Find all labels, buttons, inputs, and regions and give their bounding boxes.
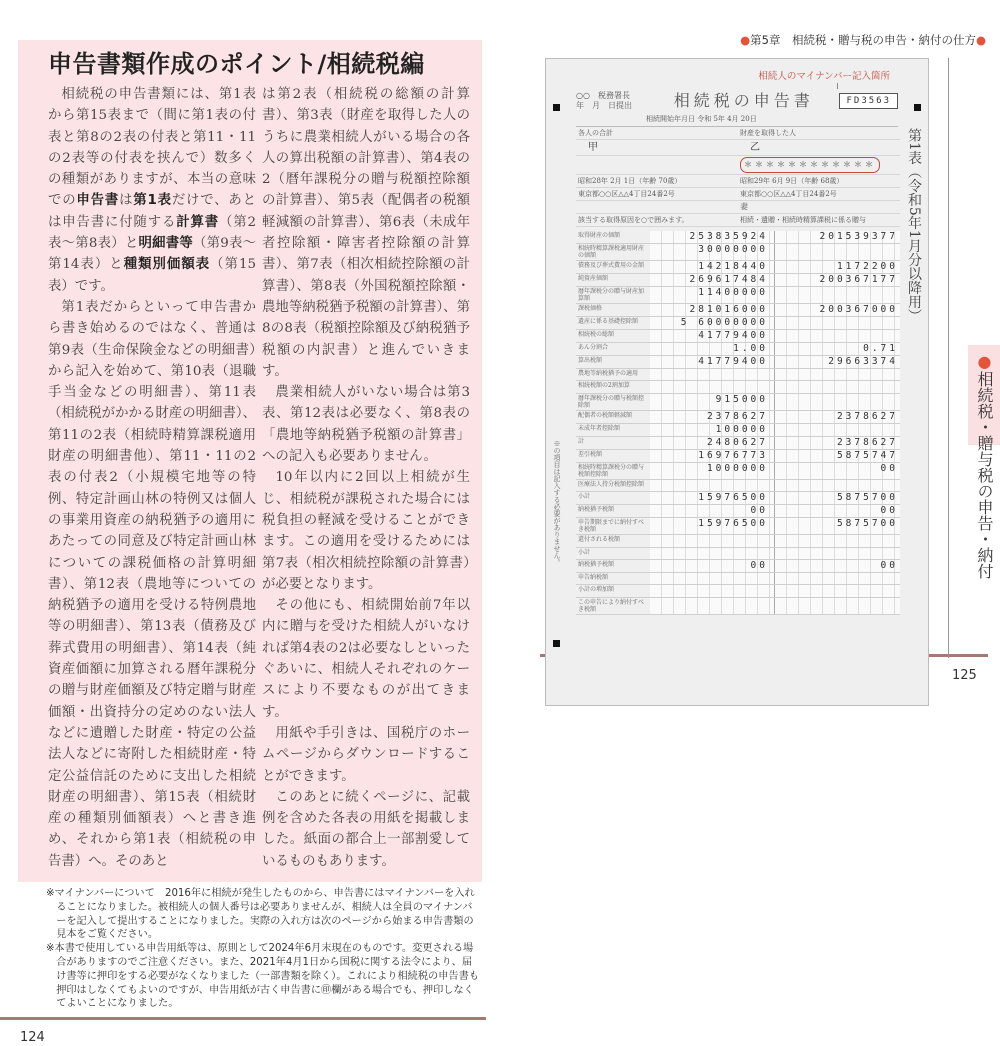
form-code: FD3563: [839, 93, 898, 109]
text: は: [119, 193, 134, 209]
form-row: [576, 424, 900, 437]
mynumber-annotation: 相続人のマイナンバー記入箇所: [758, 71, 890, 82]
bullet-icon: ●: [975, 33, 986, 47]
form-row: [576, 450, 900, 463]
row-value-total: [650, 548, 775, 559]
form-row: [576, 585, 900, 597]
form-side-note: ※の項目は記入する必要がありません。: [553, 440, 561, 566]
mynumber-field: ＊＊＊＊＊＊＊＊＊＊＊＊: [740, 157, 880, 173]
left-page: [0, 40, 486, 1046]
form-row: [576, 330, 900, 343]
row-value-total: 253835924: [650, 231, 775, 243]
row-label: 小計: [578, 548, 591, 556]
body-columns: [48, 84, 472, 872]
registration-mark: [914, 104, 921, 111]
keyword: 明細書等: [138, 236, 193, 252]
form-row: [576, 231, 900, 244]
start-date: 相続開始年月日 令和 5年 4月 20日: [646, 115, 757, 123]
bullet-icon: ●: [975, 352, 994, 371]
heir-col-label: 財産を取得した人: [738, 127, 900, 140]
form-row: [576, 244, 900, 261]
row-value-heir: 201539377: [775, 231, 900, 243]
relation-empty-cell: [576, 201, 738, 214]
form-row: [576, 261, 900, 274]
form-title: 相続税の申告書: [673, 91, 814, 110]
form-row: [576, 369, 900, 381]
form-row: [576, 598, 900, 615]
form-row: [576, 560, 900, 573]
row-value-total: 100000: [650, 424, 775, 436]
heir-birth: 昭和29年 6月 9日（年齢 68歳）: [738, 175, 900, 188]
mynumber-cell: [738, 156, 900, 175]
row-label: 暦年課税分の贈与財産加算額: [578, 288, 645, 302]
tax-form-image: [545, 58, 929, 706]
form-row: [576, 287, 900, 304]
paragraph: 第1表だからといって申告書から書き始めるのではなく、普通は第9表（生命保険金などの明細書）から記入を始めて、第10表（退職手当金などの明細書）、第11表（相続税がかかる財産の明細書）、第11の2表（相続時精算課税適用財産の明細書他）、第11・11の2表の付表2（小規模宅地等の特例、特定計画山林の特例又は個人の事業用資産の納税猶予の適用にあたっての同意及び特定計画山林についての課税価格の計算明細書）、第12表（農地等についての納税猶予の適用を受ける特例農地等の明細書）、第13表（債務及び葬式費用の明細書）、第14表（純資産価額に加算される暦年課税分の贈与財産価額及び特定贈与財産価額・出資持分の定めのない法人などに遺贈した財産・特定の公益法人などに寄附した相続財産・特定公益信託のために支出した相続財産の明細書）、第15表（相続財産の種類別価額表）へと書き進め、それから第1表（相続税の申告書）へ。そのあと: [48, 299, 256, 869]
row-label: 取得財産の価額: [578, 232, 621, 239]
registration-mark: [553, 104, 560, 111]
page-number-left: 124: [20, 1030, 45, 1046]
form-row: [576, 518, 900, 535]
footer-rule: [0, 1017, 486, 1020]
form-row: [576, 394, 900, 411]
highlight-panel: [18, 40, 482, 882]
row-value-heir: 5875700: [775, 518, 900, 534]
row-value-heir: [775, 369, 900, 380]
row-label: 算出税額: [578, 357, 603, 364]
row-value-heir: [775, 598, 900, 614]
paragraph: その他にも、相続開始前7年以内に贈与を受けた相続人がいなければ第4表の2は必要なしといったぐあいに、相続人それぞれのケースにより不要なものが出てきます。: [262, 598, 470, 720]
decedent-birth: 昭和28年 2月 1日（年齢 70歳）: [576, 175, 738, 188]
form-office: ○○ 税務署長 年 月 日提出: [576, 91, 646, 110]
row-label: 相続時精算課税分の贈与税額控除額: [578, 463, 645, 478]
row-value-heir: 1172200: [775, 261, 900, 273]
row-label: 暦年課税分の贈与税額控除額: [578, 394, 645, 409]
form-row: [576, 548, 900, 560]
form-row: [576, 274, 900, 287]
row-value-total: [650, 369, 775, 380]
row-label: 配偶者の税額軽減額: [578, 411, 633, 419]
row-value-heir: [775, 244, 900, 260]
footnote: ※本書で使用している申告用紙等は、原則として2024年6月末現在のものです。変更される場合がありますのでご注意ください。また、2021年4月1日から国税に関する法令により、届け書等に押印をする必要がなくなりました（一部書類を除く）。これにより相続税の申告書も押印はしなくてもよいのですが、申告用紙が古く申告書に㊞欄がある場合でも、押印しなくてよいことになりました。: [46, 943, 479, 1010]
footnotes: [46, 887, 482, 1011]
paragraph: 農業相続人がいない場合は第3表、第12表は必要なく、第8表の「農地等納税猶予税額の計算書」への記入も必要ありません。: [262, 385, 470, 465]
row-value-total: [650, 573, 775, 584]
row-value-heir: [775, 330, 900, 342]
row-value-heir: 00: [775, 560, 900, 572]
keyword: 申告書: [76, 193, 120, 209]
annotation-leader: [837, 83, 838, 89]
row-label: 申告期限までに納付すべき税額: [578, 519, 644, 534]
row-value-total: 15976500: [650, 492, 775, 504]
row-label: 納税猶予税額: [578, 560, 615, 568]
row-label: 課税価格: [578, 305, 603, 312]
form-row: [576, 304, 900, 317]
row-value-heir: [775, 573, 900, 584]
page-number-right: 125: [952, 668, 977, 683]
row-label: 差引税額: [578, 450, 603, 458]
heir-name: 乙: [738, 140, 900, 156]
footnote: ※マイナンバーについて 2016年に相続が発生したものから、申告書にはマイナンバーを入れることになりました。被相続人の個人番号は必要ありませんが、相続人は全員のマイナンバーを記入して提出することになりました。実際の入れ方は次のページから始まる申告書類の見本をご覧ください。: [46, 887, 475, 941]
form-row: [576, 411, 900, 424]
row-value-heir: 200367000: [775, 304, 900, 316]
row-value-total: [650, 585, 775, 596]
row-value-total: 41779400: [650, 330, 775, 342]
row-label: 申告納税額: [578, 573, 609, 581]
row-label: あん分割合: [578, 344, 609, 351]
row-value-heir: 00: [775, 505, 900, 517]
row-value-heir: 2378627: [775, 437, 900, 449]
row-label: 相続税の総額: [578, 331, 615, 338]
row-label: 相続税額の2割加算: [578, 382, 630, 390]
reason-note: 該当する取得原因を○で囲みます。: [576, 214, 738, 227]
text: （第2表～第8表）と: [48, 214, 256, 252]
row-value-total: 2480627: [650, 437, 775, 449]
row-value-heir: 00: [775, 463, 900, 479]
row-label: 相続時精算課税適用財産の価額: [578, 245, 645, 259]
row-value-heir: [775, 317, 900, 329]
bullet-icon: ●: [740, 33, 751, 47]
form-row: [576, 381, 900, 393]
row-value-total: 30000000: [650, 244, 775, 260]
form-row: [576, 317, 900, 330]
row-value-total: 2378627: [650, 411, 775, 423]
row-value-heir: [775, 394, 900, 410]
row-value-total: 00: [650, 505, 775, 517]
registration-mark: [553, 640, 560, 647]
form-row: [576, 437, 900, 450]
row-value-total: 41779400: [650, 356, 775, 368]
row-value-heir: [775, 535, 900, 546]
row-label: 計: [578, 437, 585, 445]
row-value-heir: [775, 424, 900, 436]
text: （第9表～第14表）と: [48, 236, 256, 273]
acquisition-reason: 相続・遺贈・相続時精算課税に係る贈与: [738, 214, 900, 227]
row-label: 還付される税額: [578, 536, 621, 544]
form-row: [576, 535, 900, 547]
paragraph: [48, 84, 256, 297]
row-value-heir: [775, 480, 900, 491]
row-value-heir: [775, 381, 900, 392]
heir-address: 東京都○○区△△4丁目24番2号: [738, 188, 900, 201]
row-value-heir: 2378627: [775, 411, 900, 423]
row-value-heir: [775, 585, 900, 596]
text: だけで、あとは申告書に付随する: [48, 193, 257, 230]
side-tab: [975, 352, 993, 579]
form-rows: [576, 231, 900, 615]
row-label: 未成年者控除額: [578, 424, 621, 432]
paragraph: このあとに続くページに、記載例を含めた各表の用紙を掲載しました。紙面の都合上一部割愛しているものもあります。: [262, 789, 470, 869]
row-value-heir: 5875747: [775, 450, 900, 462]
decedent-address: 東京都○○区△△4丁目24番2号: [576, 188, 738, 201]
body-column-1: [48, 84, 256, 872]
text: 相続税の申告書類には、第1表から第15表まで（間に第1表の付表と第8の2表の付表と第11・11の2表等の付表を挟んで）数多くの種類がありますが、本当の意味での: [48, 87, 256, 209]
decedent-name: 甲: [576, 140, 738, 156]
keyword: 第1表: [133, 193, 172, 209]
row-label: 小計の増加額: [578, 586, 615, 594]
row-value-total: 5 60000000: [650, 317, 775, 329]
text: （第15表）です。: [48, 257, 256, 294]
row-value-total: [650, 535, 775, 546]
row-value-total: [650, 598, 775, 614]
form-row: [576, 463, 900, 480]
page-margin-line: [948, 58, 949, 658]
row-value-total: 14218440: [650, 261, 775, 273]
row-value-total: 11400000: [650, 287, 775, 303]
row-label: 純資産価額: [578, 275, 609, 282]
form-row: [576, 480, 900, 492]
row-value-total: 281016000: [650, 304, 775, 316]
side-tab-label: 相続税・贈与税の申告・納付: [975, 371, 994, 579]
row-value-total: 1.00: [650, 343, 775, 355]
row-value-heir: 0.71: [775, 343, 900, 355]
keyword: 計算書: [176, 214, 219, 230]
paragraph: 用紙や手引きは、国税庁のホームページからダウンロードすることができます。: [262, 725, 470, 784]
row-value-heir: 29663374: [775, 356, 900, 368]
paragraph: は第2表（相続税の総額の計算書）、第3表（財産を取得した人のうちに農業相続人がいる場合の各人の算出税額の計算書）、第4表の2（暦年課税分の贈与税額控除額の計算書）、第5表（配偶者の税額軽減額の計算書）、第6表（未成年者控除額・障害者控除額の計算書）、第7表（相次相続控除額の計算書）、第8表（外国税額控除額・農地等納税猶予税額の計算書）、第8の8表（税額控除額及び納税猶予税額の内訳書）と進んでいきます。: [262, 87, 470, 379]
body-column-2: [262, 84, 470, 872]
form-row: [576, 343, 900, 356]
form-row: [576, 356, 900, 369]
row-value-total: 1000000: [650, 463, 775, 479]
keyword: 種類別価額表: [123, 257, 211, 273]
form-header-fields: [576, 126, 898, 227]
row-value-total: 16976773: [650, 450, 775, 462]
row-value-total: [650, 480, 775, 491]
row-value-total: 15976500: [650, 518, 775, 534]
row-value-heir: 5875700: [775, 492, 900, 504]
mynumber-empty-cell: [576, 156, 738, 175]
page-title: 申告書類作成のポイント/相続税編: [48, 50, 425, 78]
row-label: 納税猶予税額: [578, 506, 615, 514]
row-label: 小計: [578, 493, 591, 501]
paragraph: 10年以内に2回以上相続が生じ、相続税が課税された場合には税負担の軽減を受けることができます。この適用を受けるためには第7表（相次相続控除額の計算書）が必要となります。: [262, 470, 470, 592]
row-label: この申告により納付すべき税額: [578, 598, 644, 613]
row-label: 遺産に係る基礎控除額: [578, 318, 639, 325]
row-value-heir: [775, 548, 900, 559]
form-row: [576, 573, 900, 585]
row-label: 債務及び葬式費用の金額: [578, 262, 645, 269]
row-value-heir: [775, 287, 900, 303]
row-value-total: 00: [650, 560, 775, 572]
row-value-total: 269617484: [650, 274, 775, 286]
row-value-total: [650, 381, 775, 392]
relation: 妻: [738, 201, 900, 214]
chapter-header: [740, 33, 986, 47]
form-title-row: [576, 91, 898, 111]
form-side-title: 第1表（令和5年1月分以降用）: [906, 128, 922, 323]
decedent-col-label: 各人の合計: [576, 127, 738, 140]
row-label: 農地等納税猶予の適用: [578, 370, 639, 377]
form-row: [576, 505, 900, 518]
row-value-total: 915000: [650, 394, 775, 410]
row-value-heir: 200367177: [775, 274, 900, 286]
form-row: [576, 492, 900, 505]
row-label: 医療法人持分税額控除額: [578, 480, 645, 488]
chapter-title: 第5章 相続税・贈与税の申告・納付の仕方: [750, 33, 976, 47]
